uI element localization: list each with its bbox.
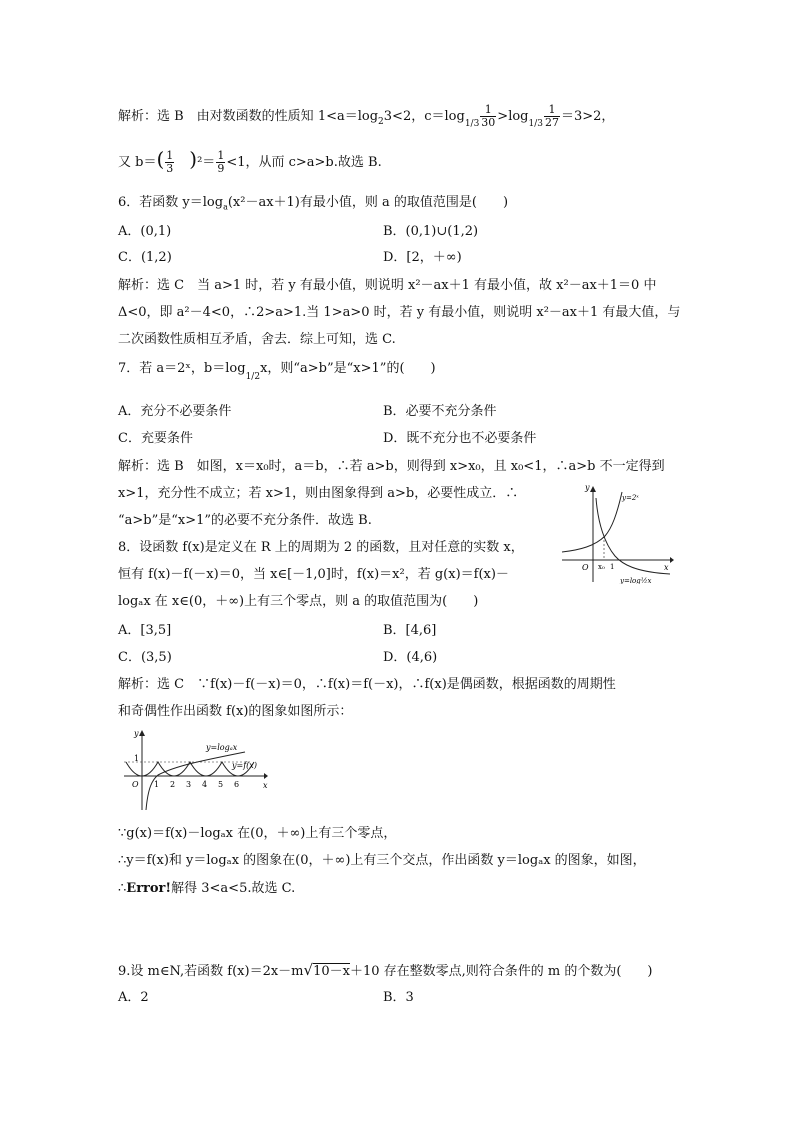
solution-6-line-1: 解析：选 C 当 a>1 时，若 y 有最小值，则说明 x²－ax＋1 有最小值，故 x²－ax＋1＝0 中 bbox=[118, 278, 657, 293]
question-7 bbox=[118, 360, 436, 386]
sqrt-sign: √ bbox=[303, 961, 314, 979]
text: >log bbox=[497, 109, 529, 124]
numerator: 1 bbox=[544, 104, 560, 117]
q6-option-c: C．(1,2) bbox=[118, 250, 172, 265]
x-label: x bbox=[664, 563, 669, 572]
log-base: 1/3 bbox=[528, 119, 543, 129]
text: 9.设 m∈N,若函数 f(x)＝2x－m bbox=[118, 964, 304, 979]
origin-label: O bbox=[132, 780, 139, 789]
text: 解析：选 B 由对数函数的性质知 1<a＝log bbox=[118, 109, 379, 124]
y-axis-arrow bbox=[590, 486, 596, 492]
log-a-curve bbox=[146, 752, 245, 810]
subscript: 2 bbox=[378, 117, 384, 127]
x-axis-arrow bbox=[264, 773, 268, 779]
log-base: 1/3 bbox=[464, 119, 480, 129]
numerator: 1 bbox=[480, 104, 496, 117]
solution-7-line-1: 解析：选 B 如图，x＝x₀时，a＝b，∴若 a>b，则得到 x>x₀，且 x₀<1，∴a>b 不一定得到 bbox=[118, 459, 665, 474]
y-label: y bbox=[134, 729, 139, 738]
tick-6: 6 bbox=[234, 780, 240, 789]
solution-8-line-4: ∴y＝f(x)和 y＝logₐx 的图象在(0，＋∞)上有三个交点，作出函数 y＝logₐx 的图象，如图， bbox=[118, 853, 646, 868]
q8-option-b: B．[4,6] bbox=[383, 623, 437, 638]
denominator: 9 bbox=[217, 162, 225, 175]
question-8-line-1: 8．设函数 f(x)是定义在 R 上的周期为 2 的函数，且对任意的实数 x， bbox=[118, 540, 524, 555]
question-9 bbox=[118, 961, 653, 981]
question-8-line-2: 恒有 f(x)－f(－x)＝0，当 x∈[－1,0]时，f(x)＝x²，若 g(x)＝f(x)－ bbox=[118, 567, 509, 582]
text: 3<2，c＝log bbox=[383, 109, 465, 124]
solution-6-line-3: 二次函数性质相互矛盾，舍去．综上可知，选 C. bbox=[118, 332, 396, 347]
q7-option-d: D．既不充分也不必要条件 bbox=[383, 431, 537, 446]
solution-5-line-1 bbox=[118, 104, 614, 133]
solution-7-line-2: x>1，充分性不成立；若 x>1，则由图象得到 a>b，必要性成立．∴ bbox=[118, 486, 519, 501]
denominator: 27 bbox=[544, 116, 559, 129]
solution-5-line-2 bbox=[118, 147, 382, 175]
fraction bbox=[480, 104, 496, 129]
exp-curve bbox=[562, 492, 622, 552]
x0-label: x₀ bbox=[598, 563, 605, 571]
tick-3: 3 bbox=[186, 780, 192, 789]
q6-option-b: B．(0,1)∪(1,2) bbox=[383, 224, 479, 239]
exp-curve-label: y=2ˣ bbox=[622, 494, 639, 502]
text: <1，从而 c>a>b.故选 B. bbox=[226, 155, 382, 170]
text: 7．若 a＝2ˣ，b＝log bbox=[118, 361, 246, 376]
tick-2: 2 bbox=[170, 780, 176, 789]
subscript: a bbox=[223, 202, 228, 212]
text: x，则“a>b”是“x>1”的( ) bbox=[260, 361, 436, 376]
denominator: 30 bbox=[481, 116, 496, 129]
solution-8-line-3: ∵g(x)＝f(x)－logₐx 在(0，＋∞)上有三个零点， bbox=[118, 826, 397, 841]
paren-right: ) bbox=[189, 147, 198, 171]
solution-8-line-2: 和奇偶性作出函数 f(x)的图象如图所示： bbox=[118, 704, 353, 719]
x-label: x bbox=[263, 781, 268, 790]
y-axis-arrow bbox=[139, 730, 145, 736]
question-6 bbox=[118, 194, 508, 217]
log-curve bbox=[596, 498, 670, 574]
log-curve-label: y=logₐx bbox=[206, 743, 238, 752]
graph-exp-log bbox=[560, 484, 675, 584]
x-axis-arrow bbox=[670, 557, 674, 563]
paren-left: ( bbox=[156, 147, 165, 171]
fraction bbox=[165, 150, 174, 175]
text: ∴ bbox=[118, 881, 127, 896]
origin-label: O bbox=[582, 563, 589, 572]
error-field: Error! bbox=[126, 881, 172, 896]
graph-periodic-f bbox=[120, 728, 270, 812]
numerator: 1 bbox=[166, 149, 174, 162]
q6-option-d: D．[2，＋∞) bbox=[383, 250, 462, 265]
solution-6-line-2: Δ<0，即 a²－4<0，∴2>a>1.当 1>a>0 时，若 y 有最小值，则说明 x²－ax＋1 有最大值，与 bbox=[118, 305, 681, 320]
fraction bbox=[544, 104, 560, 129]
solution-8-line-1: 解析：选 C ∵f(x)－f(－x)＝0，∴f(x)＝f(－x)，∴f(x)是偶函数，根据函数的周期性 bbox=[118, 677, 616, 692]
text: ²＝ bbox=[197, 155, 216, 170]
fraction bbox=[216, 150, 225, 175]
q9-option-b: B．3 bbox=[383, 990, 414, 1005]
q7-option-a: A．充分不必要条件 bbox=[118, 404, 232, 419]
text: 解得 3<a<5.故选 C. bbox=[171, 881, 296, 896]
one-label: 1 bbox=[610, 563, 615, 571]
solution-7-line-3: “a>b”是“x>1”的必要不充分条件．故选 B. bbox=[118, 513, 372, 528]
text: 6．若函数 y＝log bbox=[118, 195, 224, 210]
tick-1: 1 bbox=[154, 780, 160, 789]
numerator: 1 bbox=[217, 149, 225, 162]
log-curve-label: y=log½x bbox=[620, 577, 652, 584]
q9-option-a: A．2 bbox=[118, 990, 149, 1005]
question-8-line-3: logₐx 在 x∈(0，＋∞)上有三个零点，则 a 的取值范围为( ) bbox=[118, 594, 479, 609]
q7-option-c: C．充要条件 bbox=[118, 431, 193, 446]
solution-8-line-5 bbox=[118, 880, 295, 898]
text: 又 b＝ bbox=[118, 155, 157, 170]
tick-4: 4 bbox=[202, 780, 208, 789]
q8-option-c: C．(3,5) bbox=[118, 650, 172, 665]
text: (x²－ax＋1)有最小值，则 a 的取值范围是( ) bbox=[227, 195, 509, 210]
q7-option-b: B．必要不充分条件 bbox=[383, 404, 497, 419]
q8-option-a: A．[3,5] bbox=[118, 623, 172, 638]
f-curve-label: y=f(x) bbox=[232, 761, 257, 770]
y-label: y bbox=[585, 484, 590, 492]
log-base: 1/2 bbox=[245, 372, 261, 382]
q6-option-a: A．(0,1) bbox=[118, 224, 172, 239]
y-one-label: 1 bbox=[134, 754, 140, 763]
denominator: 3 bbox=[166, 162, 174, 175]
radicand: 10－x bbox=[313, 964, 350, 979]
q8-option-d: D．(4,6) bbox=[383, 650, 438, 665]
tick-5: 5 bbox=[218, 780, 224, 789]
text: ＝3>2， bbox=[560, 109, 615, 124]
text: ＋10 存在整数零点,则符合条件的 m 的个数为( ) bbox=[349, 964, 653, 979]
